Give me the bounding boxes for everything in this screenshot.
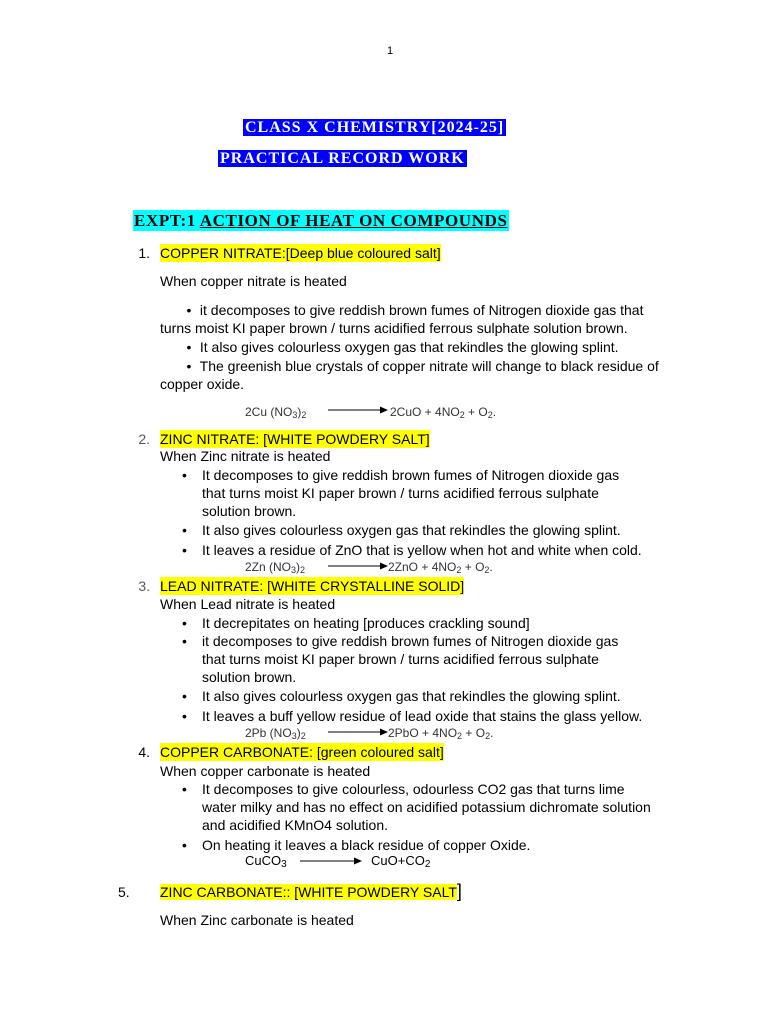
bullet-icon: •	[182, 615, 187, 631]
section-2-number: 2.	[138, 431, 150, 447]
bullet-icon: •	[182, 633, 187, 649]
bullet-text: it decomposes to give reddish brown fumes of Nitrogen dioxide gas that turns moist KI paper brown / turns acidified ferrous sulphate solution brown.	[160, 302, 644, 336]
bullet-text: It leaves a buff yellow residue of lead oxide that stains the glass yellow.	[202, 708, 643, 724]
section-2-bullet	[182, 466, 642, 520]
section-3-heading: LEAD NITRATE: [WHITE CRYSTALLINE SOLID]	[160, 578, 465, 594]
section-3-bullet	[182, 707, 662, 725]
bullet-text: it decomposes to give reddish brown fumes of Nitrogen dioxide gas that turns moist KI paper brown / turns acidified ferrous sulphate solution brown.	[202, 633, 619, 685]
reaction-arrow-icon	[300, 856, 362, 866]
section-3-bullet	[182, 632, 642, 686]
bullet-text: It decomposes to give reddish brown fumes of Nitrogen dioxide gas that turns moist KI paper brown / turns acidified ferrous sulphate solution brown.	[202, 467, 620, 519]
bullet-text: On heating it leaves a black residue of copper Oxide.	[202, 837, 531, 853]
reaction-arrow-icon	[328, 405, 388, 415]
title-class: CLASS X CHEMISTRY[2024-25]	[245, 119, 505, 136]
reaction-arrow-icon	[328, 561, 388, 571]
bullet-icon: •	[182, 708, 187, 724]
closing-bracket: ]	[456, 881, 462, 901]
bullet-text: It decrepitates on heating [produces crackling sound]	[202, 615, 530, 631]
bullet-text: It decomposes to give colourless, odourless CO2 gas that turns lime water milky and has no effect on acidified potassium dichromate solution and acidified KMnO4 solution.	[202, 781, 651, 833]
section-3-equation-right: $2PbO + 4NO_2 + O_2$.	[388, 726, 494, 741]
section-2-bullet	[182, 541, 662, 559]
title-practical: PRACTICAL RECORD WORK	[220, 150, 465, 167]
section-1-equation-left: 2Cu $(NO_3)_2$	[245, 405, 307, 420]
section-1-heading: COPPER NITRATE:[Deep blue coloured salt]	[160, 245, 441, 261]
section-1-number: 1.	[138, 245, 150, 261]
section-5-number: 5.	[118, 884, 130, 900]
section-4-number: 4.	[138, 744, 150, 760]
section-1-bullet	[160, 338, 670, 356]
bullet-icon: •	[186, 339, 192, 355]
section-4-equation-left: CuCO$_3$	[245, 853, 287, 870]
section-2-intro: When Zinc nitrate is heated	[160, 448, 331, 464]
section-3-number: 3.	[138, 578, 150, 594]
bullet-text: It also gives colourless oxygen gas that rekindles the glowing splint.	[202, 522, 621, 538]
section-2-equation-left: 2Zn $(NO_3)_2$	[245, 560, 306, 575]
bullet-icon: •	[186, 358, 192, 374]
reaction-arrow-icon	[328, 727, 388, 737]
section-4-equation-right: $CuO+CO_2$	[371, 853, 431, 870]
bullet-icon: •	[186, 302, 192, 318]
section-4-bullet	[182, 836, 662, 854]
section-1-bullet	[160, 357, 670, 393]
section-4-intro: When copper carbonate is heated	[160, 763, 371, 779]
page-number: 1	[387, 45, 394, 57]
section-5-intro: When Zinc carbonate is heated	[160, 912, 354, 928]
bullet-icon: •	[182, 467, 187, 483]
experiment-heading	[133, 210, 509, 231]
bullet-text: It leaves a residue of ZnO that is yellow when hot and white when cold.	[202, 542, 642, 558]
bullet-text: It also gives colourless oxygen gas that rekindles the glowing splint.	[202, 688, 621, 704]
section-3-bullet	[182, 687, 662, 705]
section-1-bullet	[160, 301, 670, 337]
bullet-text: The greenish blue crystals of copper nitrate will change to black residue of copper oxide.	[160, 358, 659, 392]
bullet-icon: •	[182, 688, 187, 704]
section-2-heading: ZINC NITRATE: [WHITE POWDERY SALT]	[160, 431, 430, 447]
bullet-icon: •	[182, 542, 187, 558]
section-2-bullet	[182, 521, 662, 539]
experiment-title: ACTION OF HEAT ON COMPOUNDS	[199, 211, 508, 230]
bullet-text: It also gives colourless oxygen gas that rekindles the glowing splint.	[199, 339, 619, 355]
experiment-label: EXPT:1	[134, 211, 200, 230]
section-3-intro: When Lead nitrate is heated	[160, 596, 336, 612]
bullet-icon: •	[182, 781, 187, 797]
section-3-bullet	[182, 614, 662, 632]
bullet-icon: •	[182, 837, 187, 853]
section-5-heading-line	[160, 882, 462, 901]
section-4-heading: COPPER CARBONATE: [green coloured salt]	[160, 744, 444, 760]
section-2-equation-right: $2ZnO + 4NO_2 + O_2$.	[388, 560, 493, 575]
section-5-heading: ZINC CARBONATE:: [WHITE POWDERY SALT	[160, 884, 457, 900]
bullet-icon: •	[182, 522, 187, 538]
section-4-bullet	[182, 780, 652, 834]
section-1-intro: When copper nitrate is heated	[160, 273, 347, 289]
section-3-equation-left: 2Pb $(NO_3)_2$	[245, 726, 306, 741]
section-1-equation-right: $2CuO + 4NO_2 + O_2$.	[390, 405, 497, 420]
